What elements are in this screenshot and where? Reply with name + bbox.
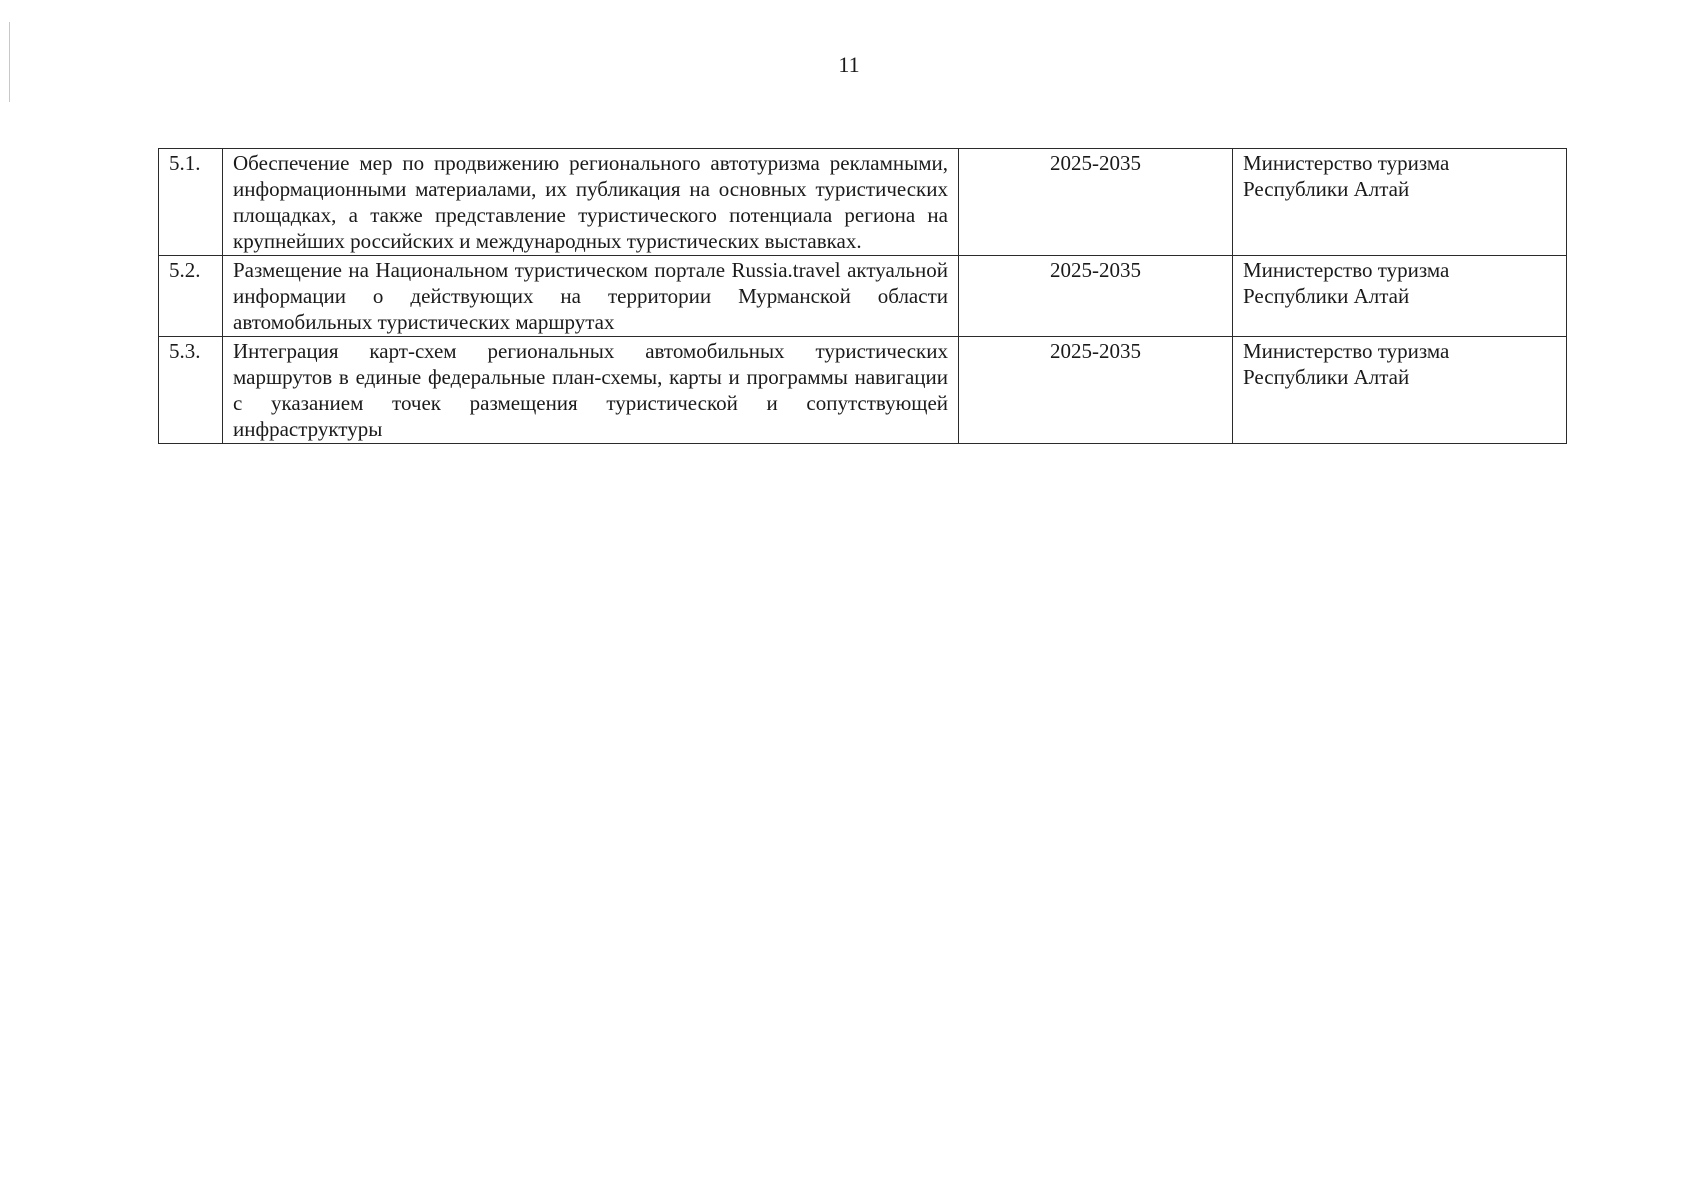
executor-line: Министерство туризма: [1243, 339, 1450, 363]
executor-line: Министерство туризма: [1243, 151, 1450, 175]
measures-table: [158, 148, 1567, 444]
measure-description: Интеграция карт-схем региональных автомобильных туристических маршрутов в единые федеральные план-схемы, карты и программы навигации с указанием точек размещения туристической и сопутствующей инфраструктуры: [223, 337, 959, 444]
measure-description: Обеспечение мер по продвижению регионального автотуризма рекламными, информационными материалами, их публикация на основных туристических площадках, а также представление туристического потенциала региона на крупнейших российских и международных туристических выставках.: [223, 149, 959, 256]
responsible-executor: [1233, 337, 1567, 444]
measure-description: Размещение на Национальном туристическом портале Russia.travel актуальной информации о действующих на территории Мурманской области автомобильных туристических маршрутах: [223, 256, 959, 337]
table-row: [159, 337, 1567, 444]
responsible-executor: [1233, 256, 1567, 337]
item-number: 5.1.: [159, 149, 223, 256]
executor-line: Республики Алтай: [1243, 284, 1410, 308]
item-number: 5.2.: [159, 256, 223, 337]
table-row: [159, 256, 1567, 337]
implementation-period: 2025-2035: [959, 149, 1233, 256]
table-row: [159, 149, 1567, 256]
implementation-period: 2025-2035: [959, 256, 1233, 337]
executor-line: Министерство туризма: [1243, 258, 1450, 282]
responsible-executor: [1233, 149, 1567, 256]
implementation-period: 2025-2035: [959, 337, 1233, 444]
executor-line: Республики Алтай: [1243, 365, 1410, 389]
executor-line: Республики Алтай: [1243, 177, 1410, 201]
page-number: 11: [838, 52, 860, 77]
item-number: 5.3.: [159, 337, 223, 444]
